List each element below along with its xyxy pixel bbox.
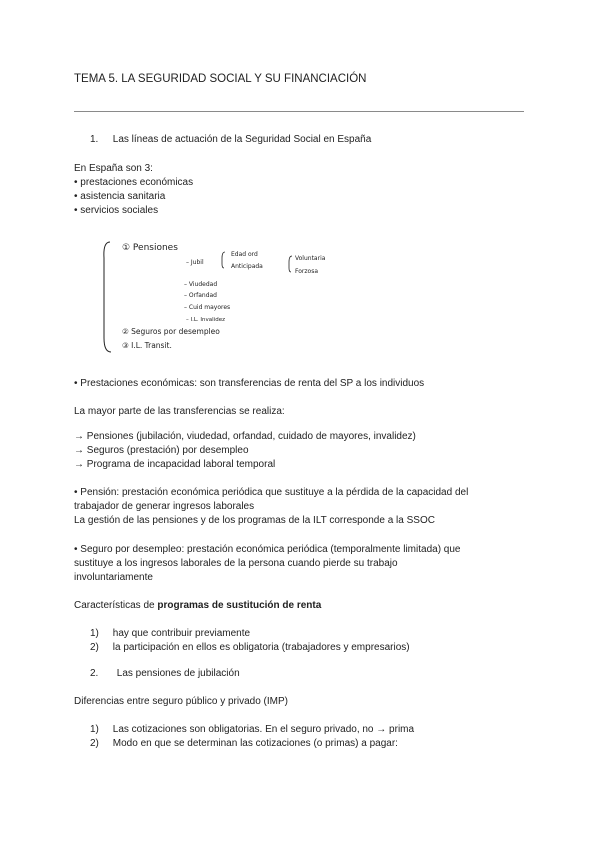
diagram-edad: Edad ord (231, 251, 258, 258)
section-2-heading (90, 667, 240, 681)
section-1-heading (90, 133, 371, 147)
diagram-jubil-brace (222, 252, 225, 268)
transfer-item: → Programa de incapacidad laboral temporal (74, 459, 276, 470)
handwritten-diagram (100, 238, 360, 358)
diagram-invalidez: – I.L. Invalidez (186, 317, 225, 323)
diagram-voluntaria: Voluntaria (295, 255, 326, 262)
desempleo-definition: • Seguro por desempleo: prestación económica periódica (temporalmente limitada) que (74, 544, 461, 555)
diagram-seguros: ② Seguros por desempleo (122, 327, 220, 336)
diagram-mayores: – Cuid mayores (184, 304, 231, 311)
list-number: 2) (90, 738, 99, 749)
desempleo-definition: involuntariamente (74, 572, 153, 583)
intro-item: • asistencia sanitaria (74, 191, 166, 202)
diagram-orfandad: – Orfandad (184, 292, 217, 299)
pension-definition: trabajador de generar ingresos laborales (74, 501, 255, 512)
transfer-item: → Pensiones (jubilación, viudedad, orfandad, cuidado de mayores, invalidez) (74, 431, 416, 442)
diagram-left-brace (104, 242, 111, 352)
intro-lead: En España son 3: (74, 163, 153, 174)
section-2-title: Las pensiones de jubilación (116, 668, 240, 679)
list-text: la participación en ellos es obligatoria (trabajadores y empresarios) (112, 642, 410, 653)
caracteristicas-prefix: Características de (74, 600, 158, 611)
page-title: TEMA 5. LA SEGURIDAD SOCIAL Y SU FINANCIACIÓN (74, 73, 367, 85)
list-text: Modo en que se determinan las cotizaciones (o primas) a pagar: (112, 738, 398, 749)
caracteristicas-bold: programas de sustitución de renta (157, 600, 322, 611)
diferencias-heading: Diferencias entre seguro público y privado (IMP) (74, 696, 288, 707)
caracteristicas-heading (74, 599, 321, 613)
diferencias-item (90, 737, 398, 751)
title-divider (74, 111, 524, 112)
intro-item: • prestaciones económicas (74, 177, 194, 188)
diagram-jubil: – Jubil (186, 259, 204, 266)
transfer-item: → Seguros (prestación) por desempleo (74, 445, 249, 456)
diagram-anticipada: Anticipada (231, 263, 263, 270)
diagram-viudedad: – Viudedad (184, 281, 218, 288)
pension-management: La gestión de las pensiones y de los programas de la ILT corresponde a la SSOC (74, 515, 435, 526)
list-number: 1) (90, 628, 99, 639)
section-1-title: Las líneas de actuación de la Seguridad Social en España (112, 134, 372, 145)
pension-definition: • Pensión: prestación económica periódica que sustituye a la pérdida de la capacidad del (74, 487, 469, 498)
diagram-ilt: ③ I.L. Transit. (122, 341, 172, 350)
section-1-number: 1. (90, 134, 99, 145)
section-2-number: 2. (90, 668, 99, 679)
prestaciones-definition: • Prestaciones económicas: son transferencias de renta del SP a los individuos (74, 378, 425, 389)
intro-item: • servicios sociales (74, 205, 159, 216)
diagram-forzosa: Forzosa (295, 268, 318, 275)
list-text: Las cotizaciones son obligatorias. En el seguro privado, no → prima (112, 724, 415, 735)
list-text: hay que contribuir previamente (112, 628, 251, 639)
diferencias-item (90, 723, 414, 737)
caracteristicas-item (90, 627, 250, 641)
diagram-anticipada-brace (289, 256, 292, 272)
transfer-lead: La mayor parte de las transferencias se realiza: (74, 406, 285, 417)
caracteristicas-item (90, 641, 410, 655)
desempleo-definition: sustituye a los ingresos laborales de la persona cuando pierde su trabajo (74, 558, 398, 569)
list-number: 1) (90, 724, 99, 735)
list-number: 2) (90, 642, 99, 653)
diagram-pensiones: ① Pensiones (122, 243, 178, 253)
